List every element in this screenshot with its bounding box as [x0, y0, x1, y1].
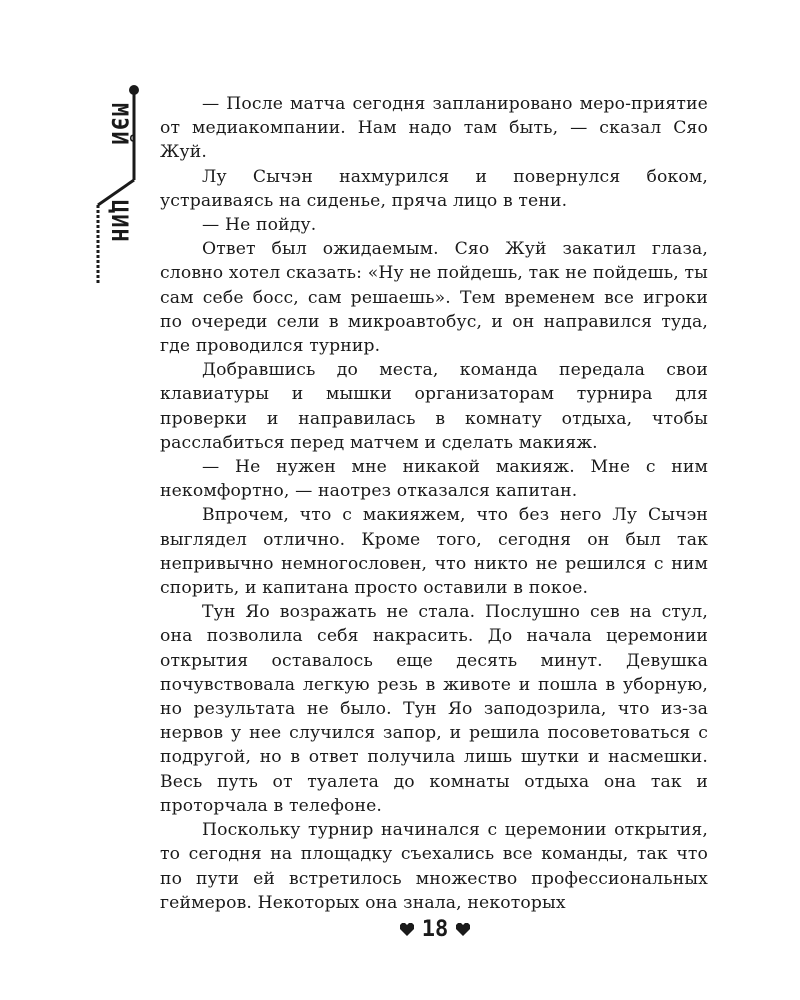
page-number: 18 — [421, 916, 449, 942]
page-number-block — [380, 912, 490, 946]
heart-icon — [454, 920, 472, 938]
paragraph-5: Добравшись до места, команда передала свои клавиатуры и мышки организаторам турнира для проверки и направилась в комнату отдыха, чтобы расслабиться перед матчем и сделать макияж. — [160, 360, 708, 453]
paragraph-2: Лу Сычэн нахмурился и повернулся боком, устраиваясь на сиденье, пряча лицо в тени. — [160, 166, 708, 211]
paragraph-1: — После матча сегодня запланировано меро-приятие от медиакомпании. Нам надо там быть, — сказал Сяо Жуй. — [160, 94, 708, 163]
author-name-part-1: МЭЙ — [106, 103, 131, 146]
paragraph-3: — Не пойду. — [202, 215, 317, 236]
paragraph-9: Поскольку турнир начинался с церемонии открытия, то сегодня на площадку съехались все команды, так что по пути ей встретилось множество профессиональных геймеров. Некоторых она знала, некоторых — [160, 820, 708, 913]
side-ornament — [0, 0, 160, 300]
author-name-part-2: ЦИН — [106, 200, 131, 243]
body-text — [160, 92, 708, 915]
paragraph-4: Ответ был ожидаемым. Сяо Жуй закатил глаза, словно хотел сказать: «Ну не пойдешь, так не пойдешь, ты сам себе босс, сам решаешь». Тем временем все игроки по очереди сели в микроавтобус, и он направился туда, где проводился турнир. — [160, 239, 708, 357]
paragraph-8: Тун Яо возражать не стала. Послушно сев на стул, она позволила себя накрасить. До начала церемонии открытия оставалось еще десять минут. Девушка почувствовала легкую резь в животе и пошла в уборную, но результата не было. Тун Яо заподозрила, что из-за нервов у нее случился запор, и решила посоветоваться с подругой, но в ответ получила лишь шутки и насмешки. Весь путь от туалета до комнаты отдыха она так и проторчала в телефоне. — [160, 602, 708, 816]
paragraph-6: — Не нужен мне никакой макияж. Мне с ним некомфортно, — наотрез отказался капитан. — [160, 457, 708, 502]
heart-icon — [398, 920, 416, 938]
paragraph-7: Впрочем, что с макияжем, что без него Лу Сычэн выглядел отлично. Кроме того, сегодня он был так непривычно немногословен, что никто не решился с ним спорить, и капитана просто оставили в покое. — [160, 505, 708, 599]
